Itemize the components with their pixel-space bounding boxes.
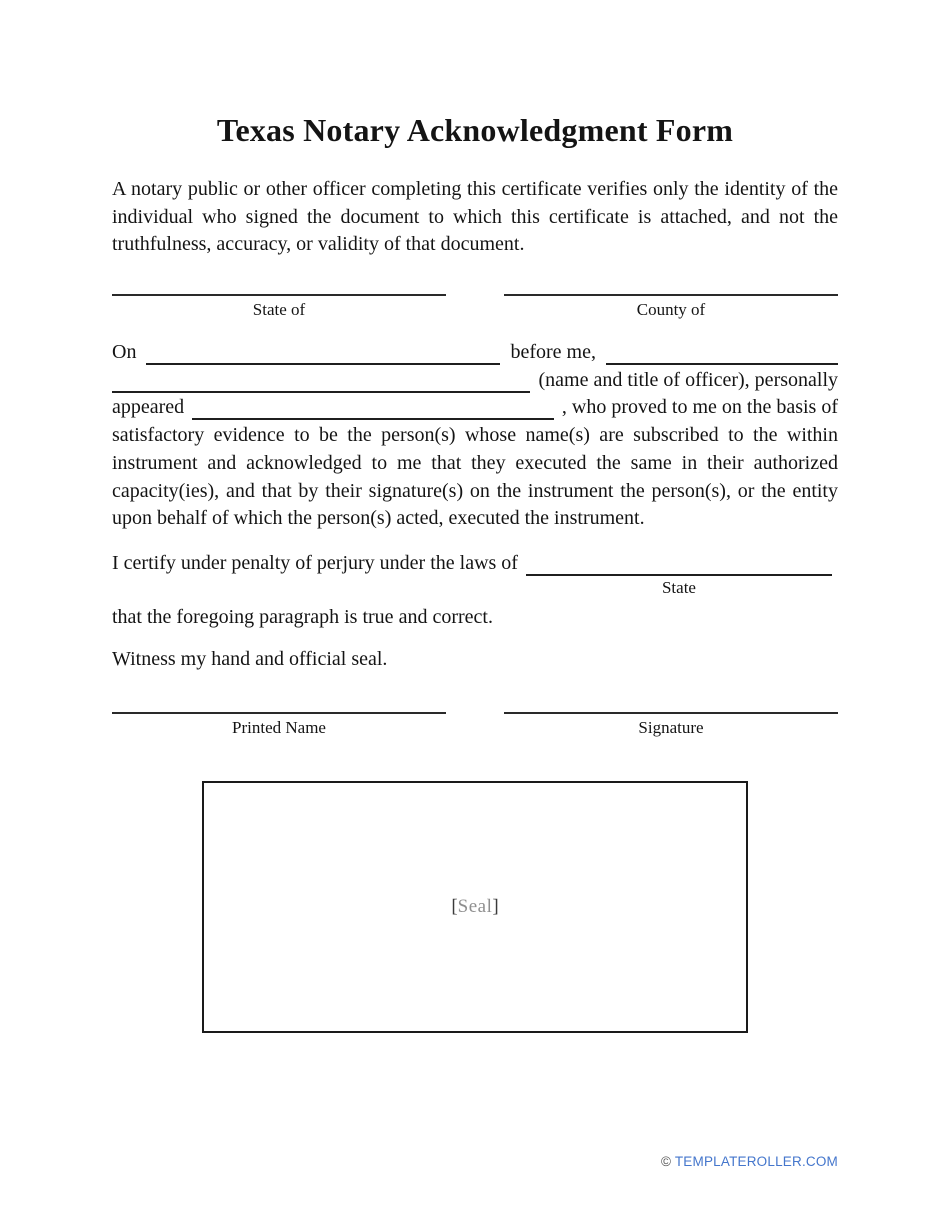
acknowledgment-body-line: satisfactory evidence to be the person(s) whose name(s) are subscribed to the within	[112, 424, 838, 447]
state-of-field[interactable]	[112, 263, 446, 296]
printed-name-label: Printed Name	[232, 718, 326, 738]
certification-statement: that the foregoing paragraph is true and correct.	[112, 605, 493, 628]
witness-statement: Witness my hand and official seal.	[112, 647, 388, 670]
acknowledgment-line-appeared	[112, 394, 838, 422]
state-of-column	[112, 263, 446, 321]
seal-placeholder	[451, 896, 498, 918]
before-me-text: before me,	[510, 341, 596, 364]
certify-state-column	[526, 550, 832, 599]
certify-state-field[interactable]	[526, 550, 832, 576]
disclaimer-line: truthfulness, accuracy, or validity of that document.	[112, 233, 525, 256]
acknowledgment-body-line: upon behalf of which the person(s) acted, executed the instrument.	[112, 507, 645, 530]
officer-name-field[interactable]	[606, 339, 838, 365]
seal-bracket-close: ]	[492, 896, 499, 918]
jurisdiction-row	[112, 263, 838, 321]
signature-label: Signature	[638, 718, 704, 738]
signature-field[interactable]	[504, 681, 838, 714]
signature-row	[112, 681, 838, 739]
county-of-label: County of	[636, 300, 706, 320]
on-prefix: On	[112, 341, 137, 364]
disclaimer-line: individual who signed the document to which this certificate is attached, and not the	[112, 205, 838, 228]
disclaimer-line: A notary public or other officer completing this certificate verifies only the identity of the	[112, 178, 838, 200]
state-of-label: State of	[252, 300, 306, 320]
printed-name-column	[112, 681, 446, 739]
copyright-symbol: ©	[660, 1154, 672, 1169]
county-of-column	[504, 263, 838, 321]
officer-name-field-continued[interactable]	[112, 367, 530, 393]
appeared-suffix-text: , who proved to me on the basis of	[561, 396, 838, 419]
seal-bracket-open: [	[451, 896, 458, 918]
acknowledgment-body-line: instrument and acknowledged to me that they executed the same in their authorized	[112, 451, 838, 474]
date-field[interactable]	[146, 339, 500, 365]
footer	[661, 1154, 838, 1169]
officer-suffix-text: (name and title of officer), personally	[538, 368, 838, 391]
acknowledgment-line-date	[112, 339, 838, 367]
acknowledgment-line-officer	[112, 367, 838, 395]
certify-state-label: State	[661, 577, 696, 597]
disclaimer-paragraph	[112, 176, 838, 259]
acknowledgment-body-line: capacity(ies), and that by their signature(s) on the instrument the person(s), or the entity	[112, 479, 838, 502]
appeared-prefix: appeared	[112, 396, 185, 419]
signature-column	[504, 681, 838, 739]
certification-prefix: I certify under penalty of perjury under the laws of	[112, 551, 518, 574]
certification-row	[112, 550, 838, 599]
seal-label: Seal	[457, 896, 493, 918]
printed-name-field[interactable]	[112, 681, 446, 714]
acknowledgment-paragraph	[112, 339, 838, 533]
templateroller-link[interactable]: TEMPLATEROLLER.COM	[674, 1154, 838, 1169]
county-of-field[interactable]	[504, 263, 838, 296]
seal-box[interactable]	[202, 781, 748, 1033]
appeared-name-field[interactable]	[192, 394, 554, 420]
page-title: Texas Notary Acknowledgment Form	[216, 112, 734, 148]
